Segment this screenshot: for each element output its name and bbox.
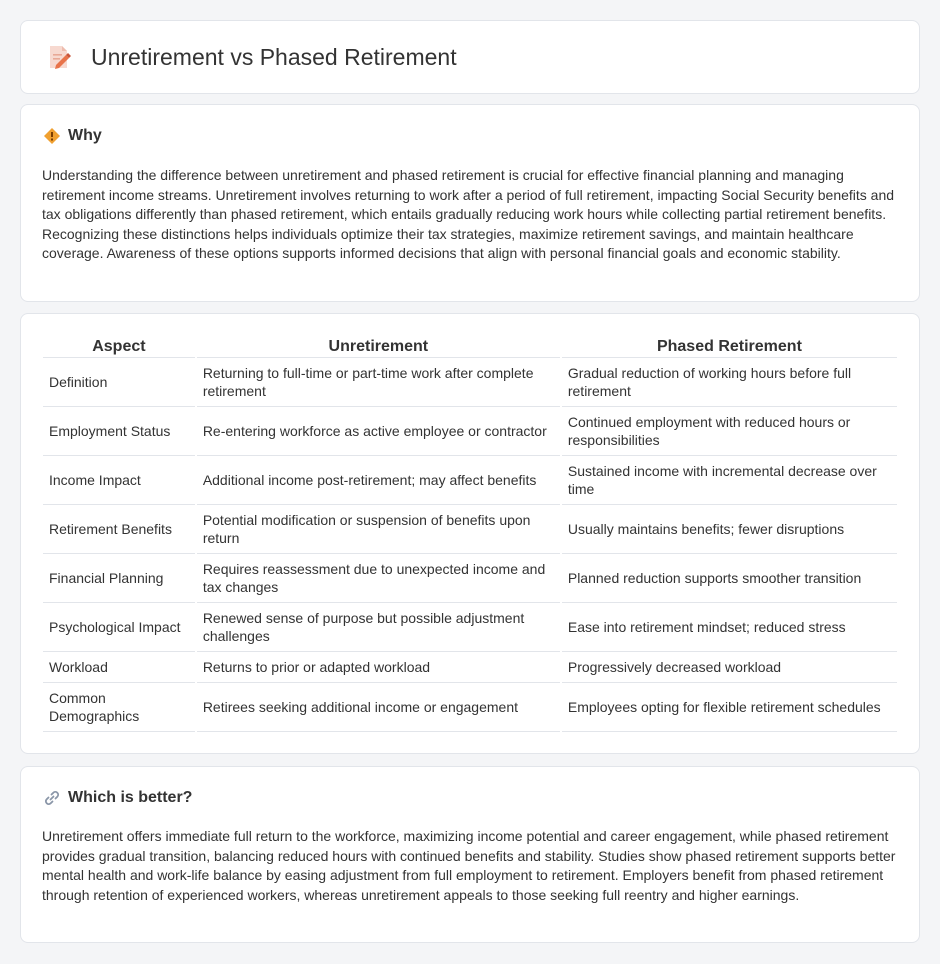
why-section	[20, 104, 920, 302]
table-row	[43, 407, 897, 456]
phased-cell: Usually maintains benefits; fewer disruptions	[562, 505, 897, 554]
table-row	[43, 505, 897, 554]
diamond-warning-icon	[43, 127, 61, 145]
aspect-cell: Employment Status	[43, 407, 195, 456]
which-is-better-section	[20, 766, 920, 943]
table-row	[43, 358, 897, 407]
aspect-cell: Common Demographics	[43, 683, 195, 732]
aspect-cell: Income Impact	[43, 456, 195, 505]
table-row	[43, 683, 897, 732]
comparison-card	[20, 313, 920, 754]
unretirement-cell: Potential modification or suspension of benefits upon return	[197, 505, 560, 554]
table-row	[43, 652, 897, 683]
phased-cell: Continued employment with reduced hours or responsibilities	[562, 407, 897, 456]
aspect-cell: Retirement Benefits	[43, 505, 195, 554]
aspect-cell: Psychological Impact	[43, 603, 195, 652]
phased-cell: Sustained income with incremental decrease over time	[562, 456, 897, 505]
table-header-row	[43, 336, 897, 358]
which-is-better-heading: Which is better?	[68, 789, 193, 806]
table-row	[43, 554, 897, 603]
unretirement-cell: Retirees seeking additional income or engagement	[197, 683, 560, 732]
unretirement-cell: Re-entering workforce as active employee or contractor	[197, 407, 560, 456]
header-phased-retirement: Phased Retirement	[562, 336, 897, 358]
unretirement-cell: Returns to prior or adapted workload	[197, 652, 560, 683]
table-row	[43, 456, 897, 505]
link-icon	[43, 789, 61, 807]
phased-cell: Employees opting for flexible retirement schedules	[562, 683, 897, 732]
table-row	[43, 603, 897, 652]
aspect-cell: Financial Planning	[43, 554, 195, 603]
document-pencil-icon	[45, 43, 73, 71]
unretirement-cell: Requires reassessment due to unexpected income and tax changes	[197, 554, 560, 603]
header-unretirement: Unretirement	[197, 336, 560, 358]
aspect-cell: Definition	[43, 358, 195, 407]
unretirement-cell: Renewed sense of purpose but possible adjustment challenges	[197, 603, 560, 652]
phased-cell: Gradual reduction of working hours before full retirement	[562, 358, 897, 407]
unretirement-cell: Additional income post-retirement; may affect benefits	[197, 456, 560, 505]
phased-cell: Planned reduction supports smoother transition	[562, 554, 897, 603]
title-card	[20, 20, 920, 94]
comparison-table	[41, 336, 899, 732]
page-title: Unretirement vs Phased Retirement	[91, 43, 457, 70]
header-aspect: Aspect	[43, 336, 195, 358]
aspect-cell: Workload	[43, 652, 195, 683]
why-body: Understanding the difference between unretirement and phased retirement is crucial for effective financial planning and managing retirement income streams. Unretirement involves returning to work after a period of full retirement, impacting Social Security benefits and tax obligations differently than phased retirement, which entails gradually reducing work hours while collecting partial retirement benefits. Recognizing these distinctions helps individuals optimize their tax strategies, maximize retirement savings, and maintain healthcare coverage. Awareness of these options supports informed decisions that align with personal financial goals and economic stability.	[42, 167, 895, 261]
phased-cell: Progressively decreased workload	[562, 652, 897, 683]
unretirement-cell: Returning to full-time or part-time work after complete retirement	[197, 358, 560, 407]
which-is-better-body: Unretirement offers immediate full return to the workforce, maximizing income potential and career engagement, while phased retirement provides gradual transition, balancing reduced hours with continued benefits and stability. Studies show phased retirement supports better mental health and work-life balance by easing adjustment from full employment to retirement. Employers benefit from phased retirement through retention of experienced workers, whereas unretirement appeals to those seeking full reentry and higher earnings.	[42, 828, 896, 903]
why-heading: Why	[68, 127, 102, 144]
phased-cell: Ease into retirement mindset; reduced stress	[562, 603, 897, 652]
